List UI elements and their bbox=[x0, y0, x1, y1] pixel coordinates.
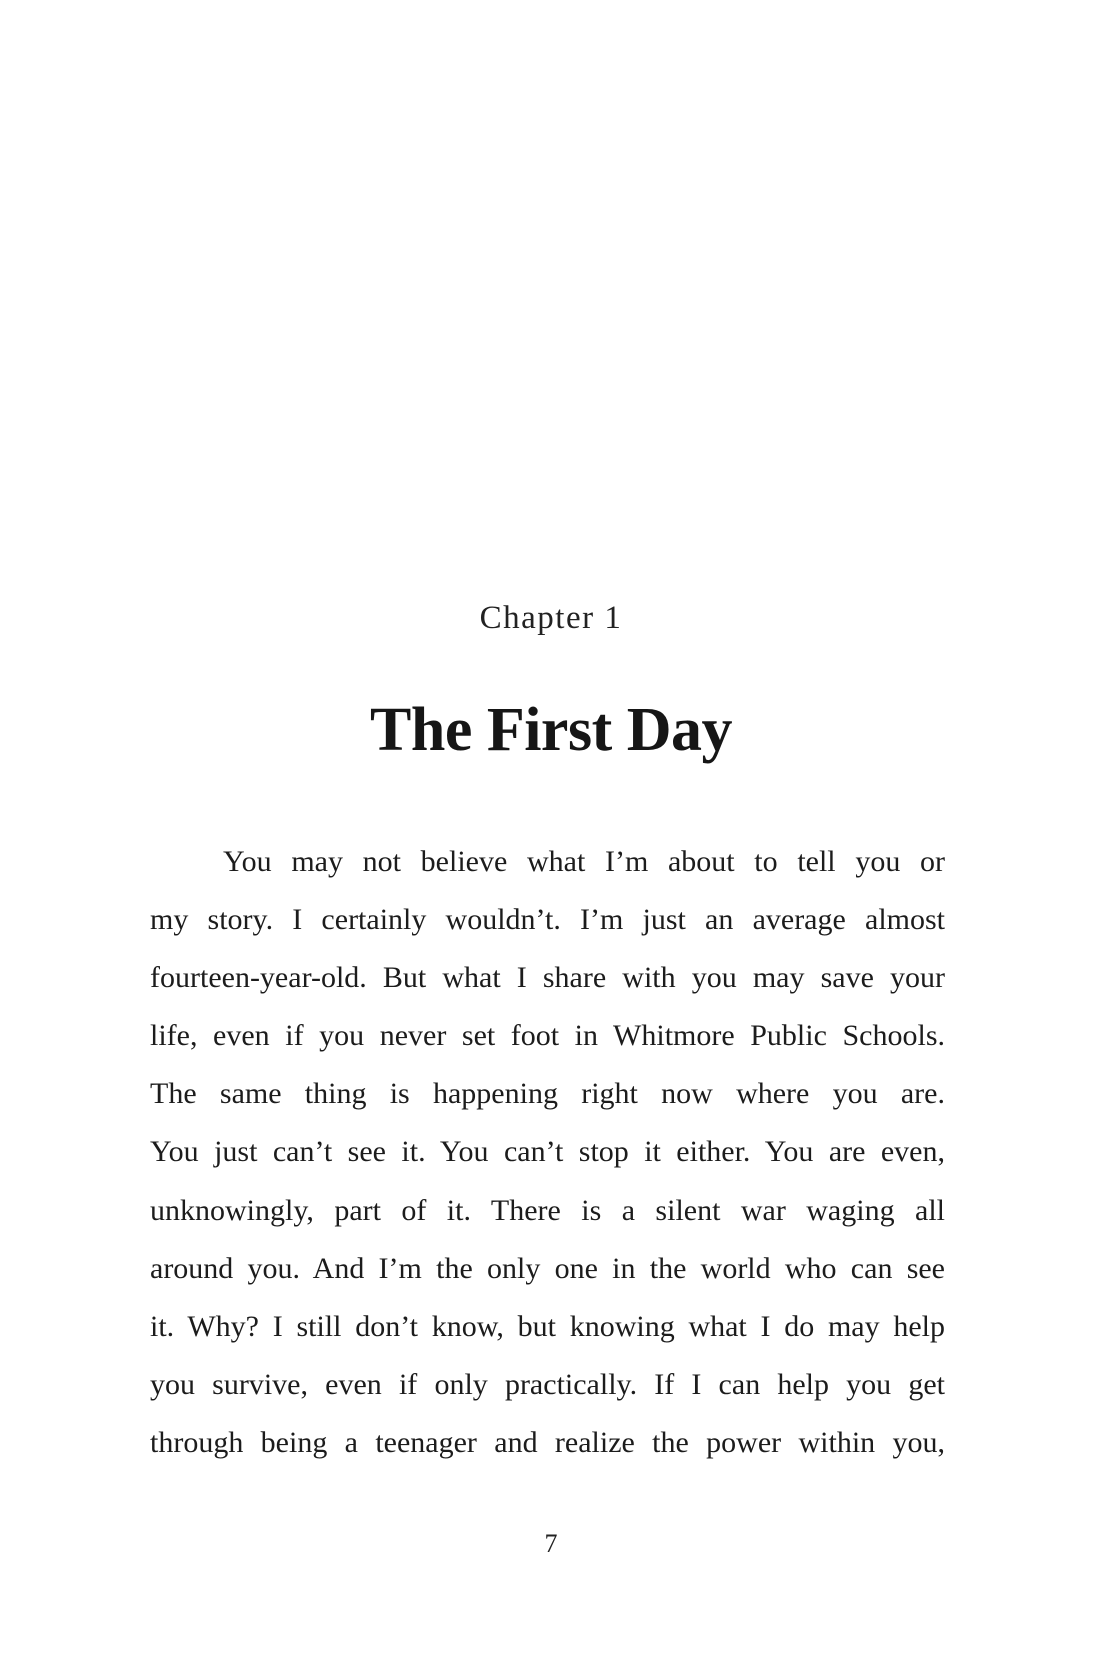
body-line: you survive, even if only practically. If I can help you get bbox=[150, 1367, 945, 1401]
body-line: The same thing is happening right now where you are. bbox=[150, 1077, 945, 1111]
body-line: You may not believe what I’m about to tell you or bbox=[223, 845, 945, 878]
body-line: life, even if you never set foot in Whitmore Public Schools. bbox=[150, 1019, 945, 1053]
body-line: unknowingly, part of it. There is a silent war waging all bbox=[150, 1193, 945, 1227]
chapter-label: Chapter 1 bbox=[479, 600, 623, 636]
body-line: around you. And I’m the only one in the world who can see bbox=[150, 1251, 945, 1285]
body-line: it. Why? I still don’t know, but knowing what I do may help bbox=[150, 1309, 945, 1343]
body-line: fourteen-year-old. But what I share with you may save your bbox=[150, 961, 945, 995]
body-line: my story. I certainly wouldn’t. I’m just an average almost bbox=[150, 903, 945, 937]
page-number: 7 bbox=[544, 1529, 558, 1558]
body-line: through being a teenager and realize the power within you, bbox=[150, 1425, 945, 1459]
body-line: You just can’t see it. You can’t stop it either. You are even, bbox=[150, 1135, 945, 1169]
chapter-title: The First Day bbox=[369, 696, 733, 764]
body-paragraph bbox=[150, 833, 945, 1472]
